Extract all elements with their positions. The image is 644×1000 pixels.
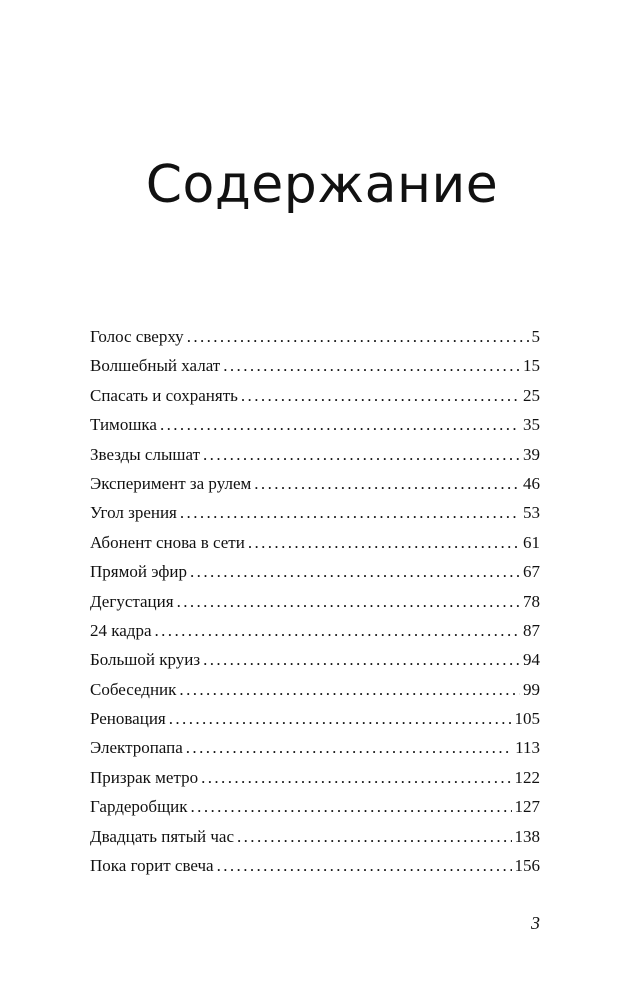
toc-entry <box>90 587 540 616</box>
toc-entry <box>90 616 540 645</box>
toc-entry-page: 156 <box>514 856 540 876</box>
toc-entry-title: Прямой эфир <box>90 562 188 582</box>
toc-entry-page: 39 <box>523 444 540 464</box>
dot-leader <box>180 498 520 527</box>
toc-entry <box>90 822 540 851</box>
dot-leader <box>203 645 520 674</box>
toc-entry <box>90 851 540 880</box>
toc-entry <box>90 469 540 498</box>
toc-entry <box>90 792 540 821</box>
dot-leader <box>190 557 520 586</box>
dot-leader <box>160 410 520 439</box>
toc-entry-page: 61 <box>523 532 540 552</box>
dot-leader <box>191 792 512 821</box>
toc-entry-title: Угол зрения <box>90 503 177 523</box>
toc-entry-title: Голос сверху <box>90 327 184 346</box>
dot-leader <box>186 733 512 762</box>
toc-entry-title: Большой круиз <box>90 650 201 670</box>
table-of-contents <box>90 322 540 880</box>
toc-entry-title: 24 кадра <box>90 620 152 640</box>
page-number: 3 <box>531 913 540 933</box>
toc-entry <box>90 351 540 380</box>
toc-entry-title: Эксперимент за рулем <box>90 473 252 493</box>
toc-entry <box>90 322 540 351</box>
page-title: Содержание <box>145 155 499 215</box>
toc-entry-page: 46 <box>523 473 540 493</box>
toc-entry-page: 94 <box>523 650 540 670</box>
toc-entry <box>90 704 540 733</box>
toc-entry-page: 99 <box>523 679 540 699</box>
toc-entry-title: Двадцать пятый час <box>90 826 234 846</box>
toc-entry-title: Собеседник <box>90 679 177 699</box>
dot-leader <box>254 469 520 498</box>
toc-entry-title: Абонент снова в сети <box>90 532 245 552</box>
toc-entry-page: 67 <box>523 562 540 582</box>
toc-entry-page: 127 <box>514 797 540 817</box>
toc-entry-page: 5 <box>531 327 540 346</box>
toc-entry-title: Призрак метро <box>90 767 199 787</box>
toc-entry-title: Дегустация <box>90 591 174 611</box>
dot-leader <box>237 822 512 851</box>
toc-entry <box>90 645 540 674</box>
toc-entry-title: Реновация <box>90 709 166 729</box>
toc-entry-page: 113 <box>515 738 540 758</box>
dot-leader <box>187 322 529 351</box>
toc-entry <box>90 498 540 527</box>
dot-leader <box>201 763 511 792</box>
toc-entry <box>90 528 540 557</box>
dot-leader <box>241 381 520 410</box>
toc-entry-page: 105 <box>514 709 540 729</box>
toc-entry-page: 138 <box>514 826 540 846</box>
dot-leader <box>248 528 520 557</box>
toc-entry <box>90 675 540 704</box>
dot-leader <box>223 351 520 380</box>
toc-entry-page: 87 <box>523 620 540 640</box>
dot-leader <box>155 616 521 645</box>
dot-leader <box>217 851 512 880</box>
toc-entry-title: Тимошка <box>90 415 157 435</box>
toc-entry-title: Звезды слышат <box>90 444 201 464</box>
toc-entry-title: Спасать и сохранять <box>90 385 238 405</box>
toc-entry-page: 78 <box>523 591 540 611</box>
toc-entry-page: 15 <box>523 356 540 376</box>
toc-entry <box>90 410 540 439</box>
toc-entry-title: Электропапа <box>90 738 183 758</box>
toc-entry-title: Волшебный халат <box>90 356 221 376</box>
dot-leader <box>203 440 520 469</box>
toc-entry <box>90 733 540 762</box>
toc-entry-title: Гардеробщик <box>90 797 188 817</box>
dot-leader <box>179 675 520 704</box>
toc-entry <box>90 440 540 469</box>
toc-entry-page: 122 <box>514 767 540 787</box>
toc-entry <box>90 381 540 410</box>
dot-leader <box>177 587 520 616</box>
toc-entry <box>90 763 540 792</box>
toc-entry-title: Пока горит свеча <box>90 856 214 876</box>
toc-entry-page: 35 <box>523 415 540 435</box>
toc-entry <box>90 557 540 586</box>
dot-leader <box>169 704 512 733</box>
toc-entry-page: 25 <box>523 385 540 405</box>
toc-entry-page: 53 <box>523 503 540 523</box>
